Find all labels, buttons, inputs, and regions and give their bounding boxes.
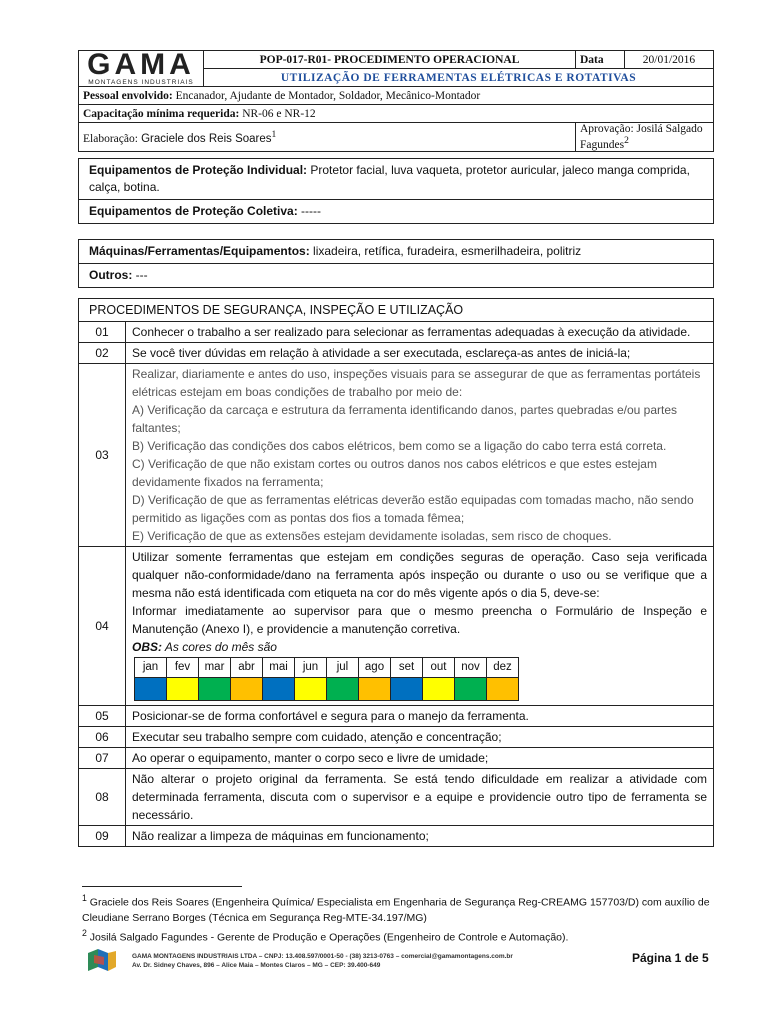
- outros-label: Outros:: [89, 268, 133, 282]
- month-color-swatch: [359, 678, 391, 701]
- outros-value: ---: [132, 268, 148, 282]
- procedure-number: 08: [79, 769, 126, 826]
- maquinas-table: [78, 239, 714, 288]
- month-label: ago: [359, 658, 391, 678]
- elaboracao-value: Graciele dos Reis Soares: [137, 132, 272, 145]
- month-label: abr: [231, 658, 263, 678]
- footnote-1-text: Graciele dos Reis Soares (Engenheira Química/ Especialista em Engenharia de Segurança Reg-CREAMG 157703/D) com auxílio de Cleudiane Serrano Borges (Técnica em Segurança Reg-MTE-34.197/MG): [82, 896, 710, 924]
- month-color-swatch: [231, 678, 263, 701]
- pessoal-label: Pessoal envolvido:: [83, 89, 173, 102]
- procedure-text: Não alterar o projeto original da ferramenta. Se está tendo dificuldade em realizar a atividade com determinada ferramenta, discuta com o supervisor e a equipe e providencie outro tipo de ferramenta se necessário.: [126, 769, 714, 826]
- date-value: 20/01/2016: [625, 51, 714, 69]
- footnote-1: [82, 891, 714, 926]
- procedure-row-09: [79, 826, 714, 847]
- procedure-subitem: B) Verificação das condições dos cabos elétricos, bem como se a ligação do cabo terra está correta.: [132, 439, 667, 453]
- procedure-text-block: [126, 547, 714, 706]
- epc-value: -----: [297, 204, 322, 218]
- procedure-text: Posicionar-se de forma confortável e segura para o manejo da ferramenta.: [126, 706, 714, 727]
- footer-company-info: [132, 952, 513, 970]
- procedure-row-03: [79, 364, 714, 547]
- procedure-text: Ao operar o equipamento, manter o corpo seco e livre de umidade;: [126, 748, 714, 769]
- procedure-subitem: D) Verificação de que as ferramentas elétricas deverão estão equipadas com tomadas macho, não sendo permitido as ligações com as pontas dos fios a tomada fêmea;: [132, 493, 694, 525]
- company-logo: [79, 48, 204, 87]
- procedure-row-08: [79, 769, 714, 826]
- footer-address-line: Av. Dr. Sidney Chaves, 896 – Alice Maia – Montes Claros – MG – CEP: 39.400-649: [132, 962, 381, 969]
- footer-logo: [84, 945, 120, 975]
- page-number: Página 1 de 5: [632, 951, 709, 965]
- procedure-text: Informar imediatamente ao supervisor para que o mesmo preencha o Formulário de Inspeção e Manutenção (Anexo I), e providencie a manutenção corretiva.: [132, 604, 707, 636]
- gama-cube-icon: [84, 945, 120, 975]
- date-label: Data: [576, 51, 625, 69]
- month-color-swatch: [423, 678, 455, 701]
- obs-text: As cores do mês são: [162, 640, 277, 654]
- outros-row: [79, 264, 714, 288]
- month-label: jun: [295, 658, 327, 678]
- month-label: out: [423, 658, 455, 678]
- procedure-subitem: E) Verificação de que as extensões estejam devidamente isoladas, sem risco de choques.: [132, 529, 612, 543]
- epc-row: [79, 200, 714, 224]
- pessoal-value: Encanador, Ajudante de Montador, Soldador, Mecânico-Montador: [172, 89, 481, 102]
- procedures-table: [78, 298, 714, 847]
- footnote-2-text: Josilá Salgado Fagundes - Gerente de Produção e Operações (Engenheiro de Controle e Automação).: [86, 931, 569, 943]
- procedure-text: Executar seu trabalho sempre com cuidado, atenção e concentração;: [126, 727, 714, 748]
- month-color-swatch: [295, 678, 327, 701]
- aprovacao-label: Aprovação:: [580, 123, 634, 135]
- month-label: set: [391, 658, 423, 678]
- procedures-title: PROCEDIMENTOS DE SEGURANÇA, INSPEÇÃO E UTILIZAÇÃO: [79, 299, 714, 322]
- doc-title: POP-017-R01- PROCEDIMENTO OPERACIONAL: [204, 51, 576, 69]
- procedure-number: 04: [79, 547, 126, 706]
- aprovacao-cell: [576, 123, 714, 152]
- doc-subtitle: UTILIZAÇÃO DE FERRAMENTAS ELÉTRICAS E ROTATIVAS: [204, 69, 714, 87]
- capacitacao-row: [79, 105, 714, 123]
- aprovacao-value: Josilá Salgado Fagundes: [580, 123, 703, 151]
- header-table: [78, 50, 714, 152]
- month-color-swatch: [455, 678, 487, 701]
- maquinas-label: Máquinas/Ferramentas/Equipamentos:: [89, 244, 310, 258]
- procedure-row-04: [79, 547, 714, 706]
- month-color-swatch: [487, 678, 519, 701]
- footnote-2: [82, 926, 714, 946]
- procedure-text: Não realizar a limpeza de máquinas em funcionamento;: [126, 826, 714, 847]
- footnote-2-number: 2: [82, 927, 87, 938]
- procedure-text: Conhecer o trabalho a ser realizado para selecionar as ferramentas adequadas à execução da atividade.: [126, 322, 714, 343]
- procedure-row-02: [79, 343, 714, 364]
- month-label: dez: [487, 658, 519, 678]
- epi-value: Protetor facial, luva vaqueta, protetor auricular, jaleco manga comprida, calça, botina.: [89, 163, 690, 194]
- month-label: mar: [199, 658, 231, 678]
- procedure-row-06: [79, 727, 714, 748]
- epc-label: Equipamentos de Proteção Coletiva:: [89, 204, 298, 218]
- procedure-subitem: A) Verificação da carcaça e estrutura da ferramenta identificando danos, partes quebradas e/ou partes faltantes;: [132, 403, 677, 435]
- month-color-swatch: [199, 678, 231, 701]
- epi-row: [79, 159, 714, 200]
- maquinas-value: lixadeira, retífica, furadeira, esmerilhadeira, politriz: [309, 244, 582, 258]
- procedure-text-block: [126, 364, 714, 547]
- elaboracao-label: Elaboração:: [83, 132, 138, 145]
- capacitacao-value: NR-06 e NR-12: [239, 107, 316, 120]
- month-color-table: [134, 657, 519, 701]
- month-color-swatch: [167, 678, 199, 701]
- month-label: nov: [455, 658, 487, 678]
- procedure-row-01: [79, 322, 714, 343]
- procedure-text: Realizar, diariamente e antes do uso, inspeções visuais para se assegurar de que as ferramentas portáteis elétricas estejam em boas condições de trabalho por meio de:: [132, 367, 701, 399]
- month-label: jan: [135, 658, 167, 678]
- procedure-number: 02: [79, 343, 126, 364]
- epi-table: [78, 158, 714, 224]
- elaboracao-footnote-ref: 1: [271, 129, 277, 140]
- footnotes: [82, 891, 714, 945]
- logo-subtext: MONTAGENS INDUSTRIAIS: [88, 79, 194, 86]
- procedure-text: Utilizar somente ferramentas que estejam em condições seguras de operação. Caso seja verificada qualquer não-conformidade/dano na ferramenta após inspeção ou durante o uso ou se verifique que a mesma não está identificada com etiqueta na cor do mês vigente após o dia 5, deve-se:: [132, 550, 707, 600]
- obs-line: [132, 638, 707, 656]
- procedure-number: 09: [79, 826, 126, 847]
- procedure-number: 07: [79, 748, 126, 769]
- elaboracao-cell: [79, 123, 576, 152]
- month-label: jul: [327, 658, 359, 678]
- procedure-number: 06: [79, 727, 126, 748]
- month-color-swatch: [263, 678, 295, 701]
- procedure-row-07: [79, 748, 714, 769]
- obs-label: OBS:: [132, 640, 162, 654]
- month-color-swatch: [391, 678, 423, 701]
- procedure-number: 01: [79, 322, 126, 343]
- month-label: fev: [167, 658, 199, 678]
- footnote-1-number: 1: [82, 893, 87, 903]
- footer-company-line: GAMA MONTAGENS INDUSTRIAIS LTDA – CNPJ: 13.408.597/0001-50 - (38) 3213-0763 – comercial@gamamontagens.com.br: [132, 953, 513, 960]
- pessoal-row: [79, 87, 714, 105]
- aprovacao-footnote-ref: 2: [624, 135, 629, 146]
- logo-text: GAMA: [87, 48, 195, 81]
- month-label: mai: [263, 658, 295, 678]
- capacitacao-label: Capacitação mínima requerida:: [83, 107, 240, 120]
- maquinas-row: [79, 240, 714, 264]
- month-color-swatch: [135, 678, 167, 701]
- month-color-swatch: [327, 678, 359, 701]
- procedure-number: 05: [79, 706, 126, 727]
- procedure-number: 03: [79, 364, 126, 547]
- procedure-text: Se você tiver dúvidas em relação à atividade a ser executada, esclareça-as antes de iniciá-la;: [126, 343, 714, 364]
- epi-label: Equipamentos de Proteção Individual:: [89, 163, 308, 177]
- procedure-row-05: [79, 706, 714, 727]
- procedure-subitem: C) Verificação de que não existam cortes ou outros danos nos cabos elétricos e que estes estejam devidamente fixados na ferramenta;: [132, 457, 657, 489]
- footnote-separator: [82, 886, 242, 887]
